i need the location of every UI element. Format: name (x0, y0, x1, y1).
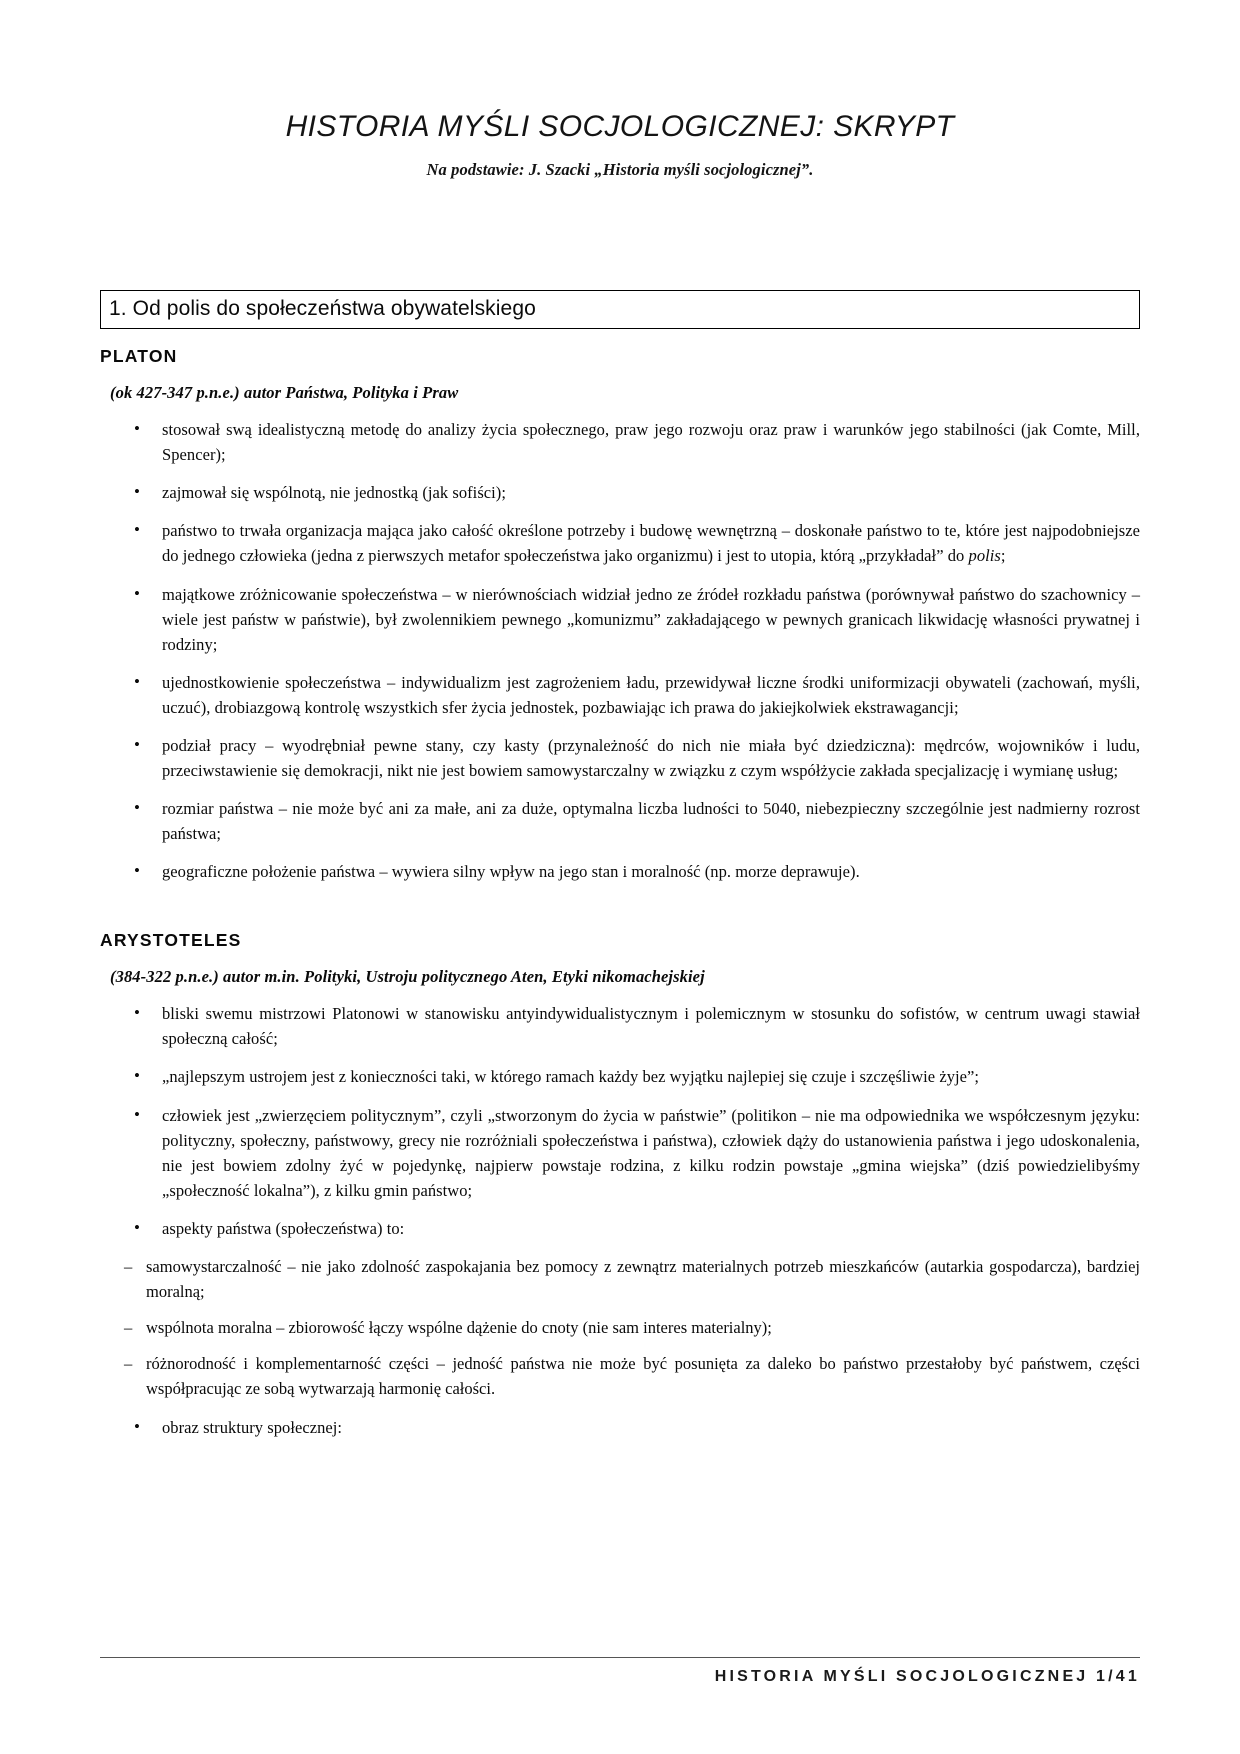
author-heading-platon: PLATON (100, 346, 178, 367)
list-item: • stosował swą idealistyczną metodę do analizy życia społecznego, praw jego rozwoju oraz praw i warunków jego stabilności (jak Comte, Mill, Spencer); (126, 417, 1140, 467)
arystoteles-subbullet-list (100, 1254, 1140, 1401)
list-item-text-tail: ; (1000, 546, 1006, 566)
section-heading-text: 1. Od polis do społeczeństwa obywatelskiego (109, 297, 536, 320)
platon-bullet-list (100, 417, 1140, 884)
section-heading-box (100, 290, 1140, 329)
footer-divider (100, 1657, 1140, 1658)
list-item: • bliski swemu mistrzowi Platonowi w stanowisku antyindywidualistycznym i polemicznym w stosunku do sofistów, w centrum uwagi stawiał społeczną całość; (126, 1001, 1140, 1051)
list-item: • człowiek jest „zwierzęciem politycznym”, czyli „stworzonym do życia w państwie” (politikon – nie ma odpowiednika we współczesnym języku: polityczny, społeczny, państwowy, grecy nie rozróżniali społeczeństwa i państwa), człowiek dąży do ustanowienia państwa i jego udoskonalenia, nie jest bowiem zdolny żyć w pojedynkę, najpierw powstaje rodzina, z kilku rodzin powstaje „gmina wiejska” (dziś powiedzielibyśmy „społeczność lokalna”), z kilku gmin państwo; (126, 1103, 1140, 1203)
author-works-arystoteles: (384-322 p.n.e.) autor m.in. Polityki, Ustroju politycznego Aten, Etyki nikomachejskiej (110, 967, 705, 987)
list-item: • geograficzne położenie państwa – wywiera silny wpływ na jego stan i moralność (np. morze deprawuje). (126, 859, 1140, 884)
page-footer (100, 1657, 1140, 1686)
arystoteles-bullet-list-cont (100, 1415, 1140, 1440)
list-item: • aspekty państwa (społeczeństwa) to: (126, 1216, 1140, 1241)
list-item: • podział pracy – wyodrębniał pewne stany, czy kasty (przynależność do nich nie miała być dziedziczna): mędrców, wojowników i ludu, przeciwstawienie się demokracji, nikt nie jest bowiem samowystarczalny w związku z czym współżycie zakłada specjalizację i wymianę usług; (126, 733, 1140, 783)
list-item: • „najlepszym ustrojem jest z konieczności taki, w którego ramach każdy bez wyjątku najlepiej się czuje i szczęśliwie żyje”; (126, 1064, 1140, 1089)
page-subtitle: Na podstawie: J. Szacki „Historia myśli socjologicznej”. (426, 160, 814, 179)
footer-text: HISTORIA MYŚLI SOCJOLOGICZNEJ 1/41 (714, 1668, 1140, 1685)
list-item: • majątkowe zróżnicowanie społeczeństwa – w nierównościach widział jedno ze źródeł rozkładu państwa (porównywał państwo do szachownicy – wiele jest państw w państwie), był zwolennikiem pewnego „komunizmu” zakładającego w pewnych granicach likwidację własności prywatnej i rodziny; (126, 582, 1140, 657)
author-works-platon: (ok 427-347 p.n.e.) autor Państwa, Polityka i Praw (110, 383, 459, 403)
arystoteles-bullet-list (100, 1001, 1140, 1241)
list-item-text: państwo to trwała organizacja mająca jako całość określone potrzeby i budowę wewnętrzną – doskonałe państwo to te, które jest najpodobniejsze do jednego człowieka (jedna z pierwszych metafor społeczeństwa jako organizmu) i jest to utopia, którą „przykładał” do (162, 521, 1140, 566)
list-item: • rozmiar państwa – nie może być ani za małe, ani za duże, optymalna liczba ludności to 5040, niebezpieczny szczególnie jest nadmierny rozrost państwa; (126, 796, 1140, 846)
sub-list-item: – samowystarczalność – nie jako zdolność zaspokajania bez pomocy z zewnątrz materialnych potrzeb mieszkańców (autarkia gospodarcza), bardziej moralną; (124, 1254, 1140, 1304)
sub-list-item: – różnorodność i komplementarność części – jedność państwa nie może być posunięta za daleko bo państwo przestałoby być państwem, części współpracując ze sobą wytwarzają harmonię całości. (124, 1351, 1140, 1401)
list-item-emphasis: polis (968, 546, 1001, 566)
list-item: • obraz struktury społecznej: (126, 1415, 1140, 1440)
sub-list-item: – wspólnota moralna – zbiorowość łączy wspólne dążenie do cnoty (nie sam interes materialny); (124, 1315, 1140, 1340)
author-heading-arystoteles: ARYSTOTELES (100, 930, 242, 951)
page-title: HISTORIA MYŚLI SOCJOLOGICZNEJ: SKRYPT (285, 110, 955, 143)
list-item (126, 518, 1140, 568)
list-item: • zajmował się wspólnotą, nie jednostką (jak sofiści); (126, 480, 1140, 505)
list-item: • ujednostkowienie społeczeństwa – indywidualizm jest zagrożeniem ładu, przewidywał liczne środki uniformizacji obywateli (zachowań, myśli, uczuć), drobiazgową kontrolę wszystkich sfer życia jednostek, pozbawiając ich prawa do jakiejkolwiek ekstrawagancji; (126, 670, 1140, 720)
